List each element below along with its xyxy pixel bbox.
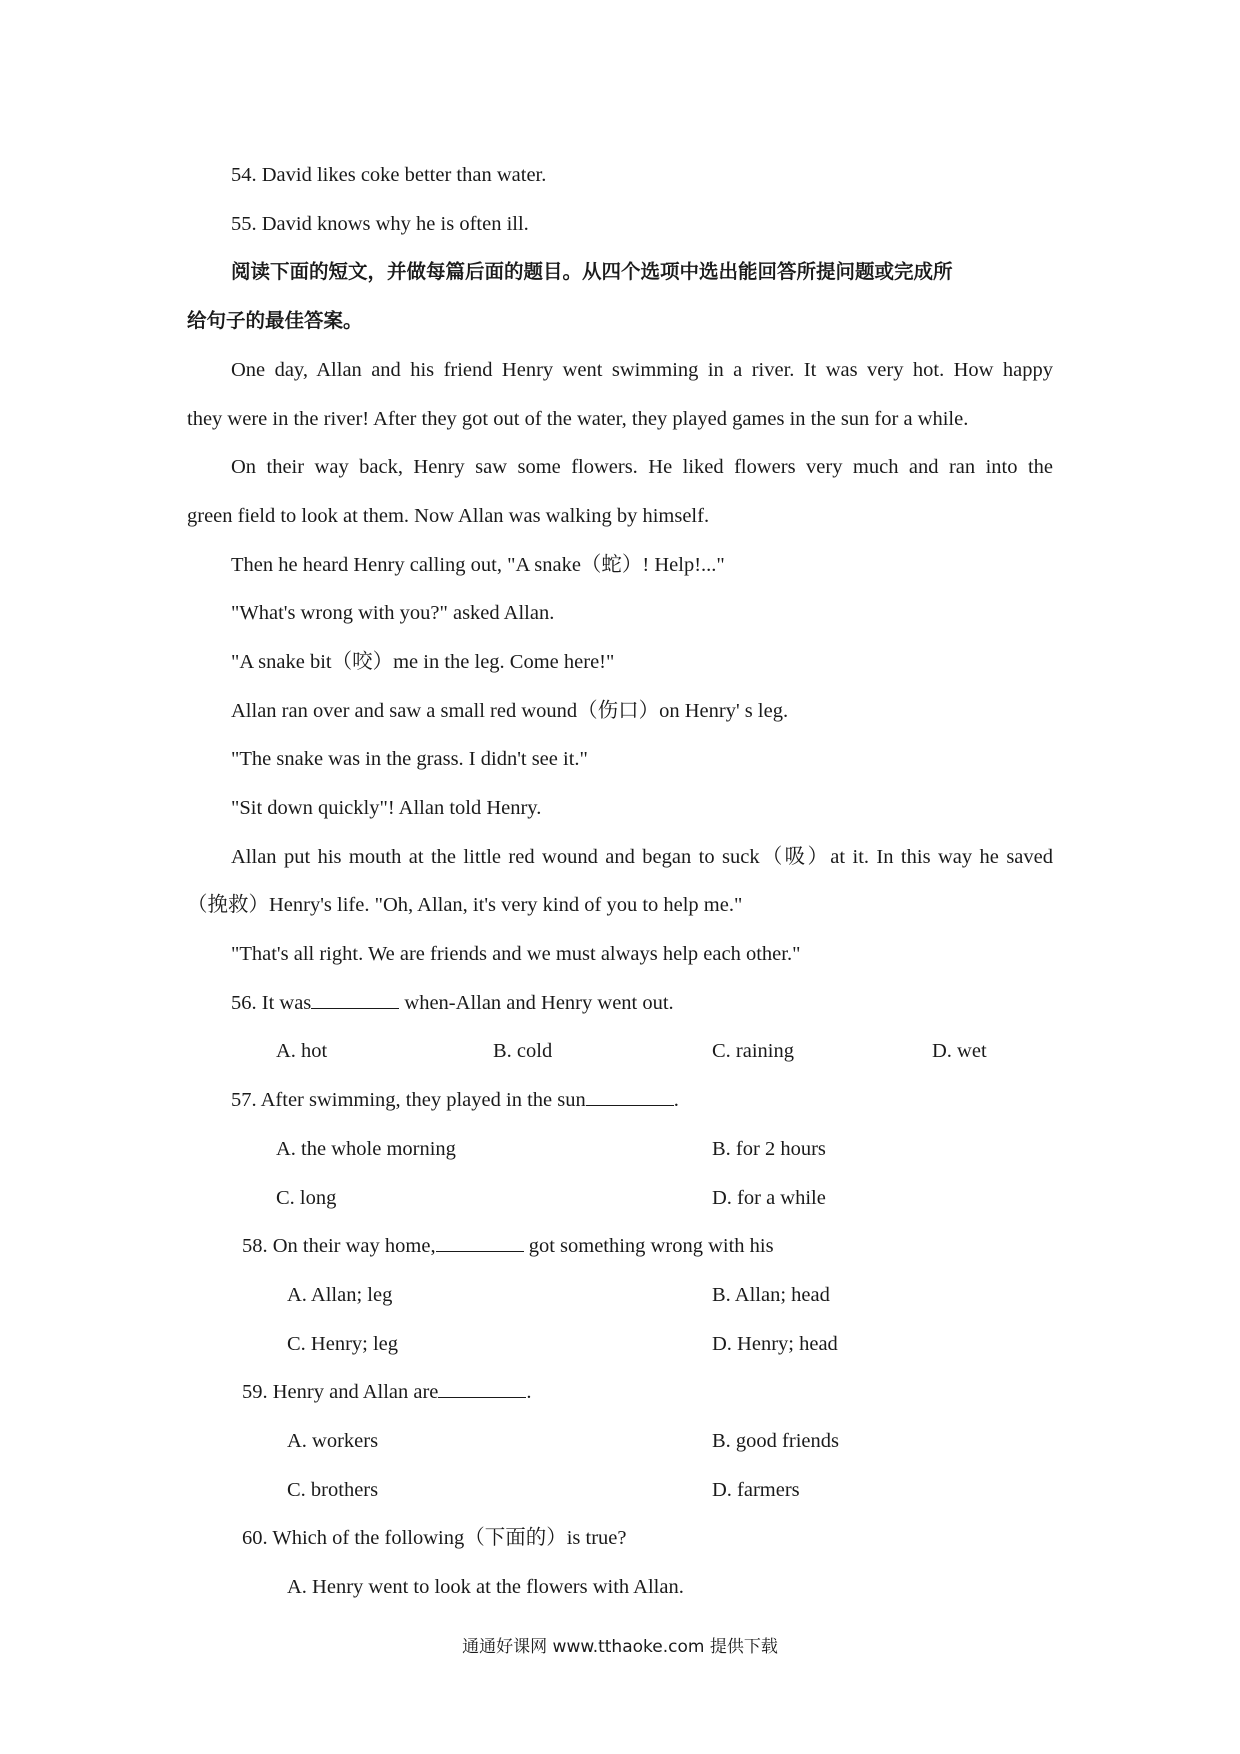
q56-option-d[interactable]: D. wet	[932, 1040, 987, 1062]
passage-p6: Allan ran over and saw a small red wound（伤口）on Henry' s leg.	[231, 700, 789, 722]
q57-option-d[interactable]: D. for a while	[712, 1187, 826, 1209]
answer-blank[interactable]	[436, 1233, 524, 1252]
q59-option-b[interactable]: B. good friends	[712, 1430, 839, 1452]
passage-p3: Then he heard Henry calling out, "A snake（蛇）! Help!..."	[231, 554, 725, 576]
question-57-stem-end: .	[673, 1089, 679, 1111]
q57-option-c[interactable]: C. long	[276, 1187, 337, 1209]
q60-option-a[interactable]: A. Henry went to look at the flowers with Allan.	[287, 1576, 684, 1598]
q58-option-b[interactable]: B. Allan; head	[712, 1284, 830, 1306]
passage-p9-line2: （挽救）Henry's life. "Oh, Allan, it's very kind of you to help me."	[187, 894, 743, 916]
question-58-stem-end: got something wrong with his	[523, 1235, 774, 1257]
passage-p1-line1: One day, Allan and his friend Henry went swimming in a river. It was very hot. How happy	[231, 359, 1053, 381]
passage-p4: "What's wrong with you?" asked Allan.	[231, 602, 555, 624]
q57-option-a[interactable]: A. the whole morning	[276, 1138, 456, 1160]
passage-p8: "Sit down quickly"! Allan told Henry.	[231, 797, 542, 819]
passage-p1-line2: they were in the river! After they got out of the water, they played games in the sun for a while.	[187, 408, 969, 430]
question-57	[231, 1087, 679, 1113]
q58-option-a[interactable]: A. Allan; leg	[287, 1284, 393, 1306]
passage-p5: "A snake bit（咬）me in the leg. Come here!"	[231, 651, 615, 673]
item-55: 55. David knows why he is often ill.	[231, 213, 529, 235]
instructions-line-1: 阅读下面的短文，并做每篇后面的题目。从四个选项中选出能回答所提问题或完成所	[231, 260, 953, 283]
instructions-line-2: 给句子的最佳答案。	[187, 309, 363, 332]
question-60: 60. Which of the following（下面的）is true?	[242, 1527, 627, 1549]
answer-blank[interactable]	[438, 1379, 526, 1398]
passage-p7: "The snake was in the grass. I didn't see it."	[231, 748, 588, 770]
answer-blank[interactable]	[586, 1087, 674, 1106]
page-footer: 通通好课网 www.tthaoke.com 提供下载	[462, 1637, 778, 1657]
q56-option-c[interactable]: C. raining	[712, 1040, 794, 1062]
question-56	[231, 990, 674, 1016]
question-59-stem-end: .	[526, 1381, 532, 1403]
question-56-stem: 56. It was	[231, 992, 312, 1014]
q56-option-b[interactable]: B. cold	[493, 1040, 553, 1062]
passage-p2-line1: On their way back, Henry saw some flowers. He liked flowers very much and ran into the	[231, 456, 1053, 478]
question-59-stem: 59. Henry and Allan are	[242, 1381, 439, 1403]
question-58-stem: 58. On their way home,	[242, 1235, 436, 1257]
question-57-stem: 57. After swimming, they played in the sun	[231, 1089, 586, 1111]
q57-option-b[interactable]: B. for 2 hours	[712, 1138, 826, 1160]
q59-option-d[interactable]: D. farmers	[712, 1479, 800, 1501]
question-58	[242, 1233, 774, 1259]
passage-p2-line2: green field to look at them. Now Allan was walking by himself.	[187, 505, 710, 527]
passage-p9-line1: Allan put his mouth at the little red wound and began to suck（吸）at it. In this way he saved	[231, 846, 1053, 868]
passage-p10: "That's all right. We are friends and we must always help each other."	[231, 943, 801, 965]
q58-option-d[interactable]: D. Henry; head	[712, 1333, 838, 1355]
item-54: 54. David likes coke better than water.	[231, 164, 547, 186]
q56-option-a[interactable]: A. hot	[276, 1040, 328, 1062]
q58-option-c[interactable]: C. Henry; leg	[287, 1333, 399, 1355]
q59-option-a[interactable]: A. workers	[287, 1430, 379, 1452]
question-56-stem-end: when-Allan and Henry went out.	[399, 992, 674, 1014]
answer-blank[interactable]	[311, 990, 399, 1009]
q59-option-c[interactable]: C. brothers	[287, 1479, 379, 1501]
question-59	[242, 1379, 532, 1405]
